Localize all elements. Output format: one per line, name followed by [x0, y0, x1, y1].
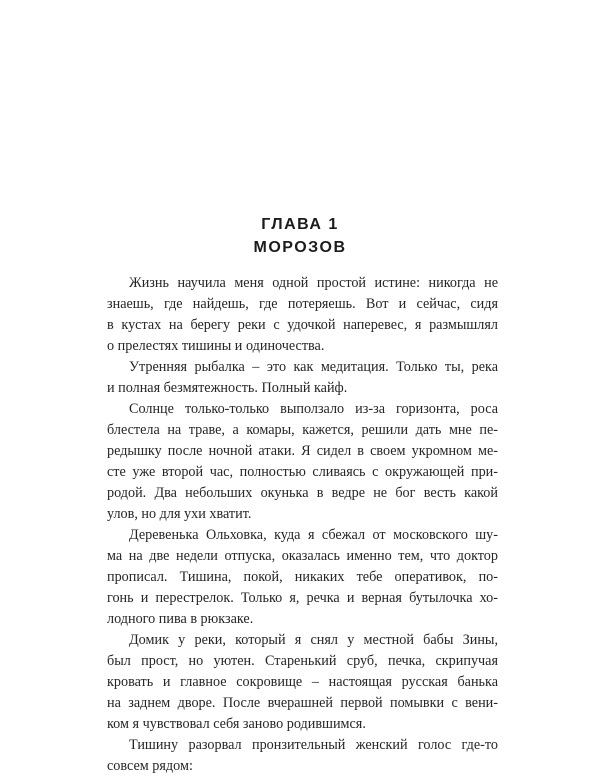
text-line: улов, но для ухи хватит.: [107, 506, 252, 522]
chapter-heading: [0, 213, 600, 259]
text-line: ком я чувствовал себя заново родившимся.: [107, 716, 366, 732]
text-line: знаешь, где найдешь, где потеряешь. Вот и сейчас, сидя: [107, 296, 498, 312]
text-line: в кустах на берегу реки с удочкой наперевес, я размышлял: [107, 317, 498, 333]
text-line: гонь и перестрелок. Только я, речка и верная бутылочка хо-: [107, 590, 498, 606]
text-line: лодного пива в рюкзаке.: [107, 611, 254, 627]
text-line: на заднем дворе. После вчерашней первой помывки с вени-: [107, 695, 498, 711]
text-line: Жизнь научила меня одной простой истине: никогда не: [129, 275, 498, 291]
text-line: совсем рядом:: [107, 758, 193, 774]
chapter-body-text: [107, 273, 498, 777]
text-line: родой. Два небольших окунька в ведре не бог весть какой: [107, 485, 498, 501]
text-line: о прелестях тишины и одиночества.: [107, 338, 325, 354]
text-line: ма на две недели отпуска, оказалась именно тем, что доктор: [107, 548, 498, 564]
text-line: сте уже второй час, полностью сливаясь с окружающей при-: [107, 464, 498, 480]
text-line: блестела на траве, а комары, кажется, решили дать мне пе-: [107, 422, 498, 438]
text-line: Тишину разорвал пронзительный женский голос где-то: [129, 737, 498, 753]
text-line: прописал. Тишина, покой, никаких тебе оперативок, по-: [107, 569, 498, 585]
text-line: Домик у реки, который я снял у местной бабы Зины,: [129, 632, 498, 648]
chapter-number: ГЛАВА 1: [261, 216, 339, 233]
text-line: Деревенька Ольховка, куда я сбежал от московского шу-: [129, 527, 498, 543]
text-line: и полная безмятежность. Полный кайф.: [107, 380, 348, 396]
chapter-title: МОРОЗОВ: [253, 239, 347, 256]
text-line: Утренняя рыбалка – это как медитация. Только ты, река: [129, 359, 498, 375]
text-line: Солнце только-только выползало из-за горизонта, роса: [129, 401, 498, 417]
text-line: редышку после ночной атаки. Я сидел в своем укромном ме-: [107, 443, 498, 459]
text-line: кровать и главное сокровище – настоящая русская банька: [107, 674, 498, 690]
text-line: был прост, но уютен. Старенький сруб, печка, скрипучая: [107, 653, 498, 669]
